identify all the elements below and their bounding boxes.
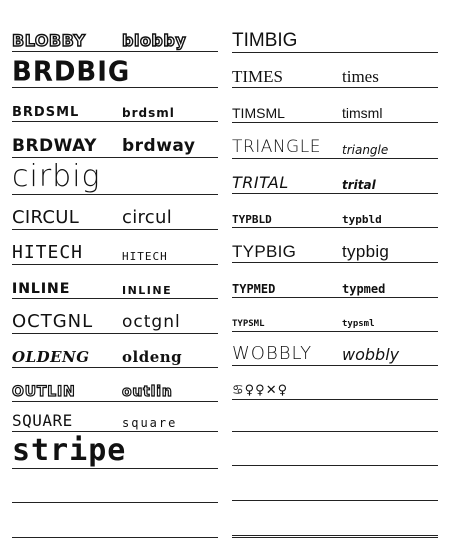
empty-row (232, 433, 438, 466)
specimen-lower: triangle (342, 143, 389, 157)
specimen-row-trital (232, 160, 438, 194)
specimen-row-oldeng (12, 335, 218, 368)
specimen-upper: TYPBIG (232, 242, 297, 261)
specimen-upper: BRDWAY (12, 136, 97, 156)
specimen-row-typbld (232, 195, 438, 228)
specimen-row-inline (12, 266, 218, 299)
specimen-upper: INLINE (12, 281, 71, 297)
specimen-row-brdsml (12, 89, 218, 122)
empty-row (232, 401, 438, 432)
specimen-upper: HITECH (12, 242, 84, 263)
specimen-lower: typbld (342, 213, 382, 226)
specimen-lower: timsml (342, 105, 383, 121)
specimen-lower: typsml (342, 319, 375, 329)
specimen-upper: TIMES (232, 67, 283, 86)
specimen-lower: times (342, 67, 379, 86)
specimen-row-brdbig (12, 53, 218, 88)
specimen-row-cirbig (12, 159, 218, 195)
specimen-row-times (232, 54, 438, 88)
specimen-upper: SQUARE (12, 411, 73, 430)
specimen-lower: brdway (122, 136, 196, 156)
specimen-lower: square (122, 416, 178, 430)
specimen-row-octgnl (12, 300, 218, 334)
specimen-row-stripe (12, 433, 218, 469)
specimen-upper: OLDENG (12, 348, 90, 366)
specimen-lower: HITECH (122, 250, 168, 263)
specimen-row-triangle (232, 124, 438, 159)
specimen-row-typbig (232, 229, 438, 263)
specimen-upper: TRIANGLE (232, 137, 321, 157)
specimen-lower: typbig (342, 242, 390, 261)
specimen-upper: TRITAL (232, 173, 289, 192)
specimen-lower: wobbly (342, 345, 400, 364)
specimen-upper: WOBBLY (232, 343, 313, 364)
specimen-lower: octgnl (122, 312, 181, 332)
specimen-upper: TYPSML (232, 319, 265, 329)
specimen-row-brdway (12, 123, 218, 158)
specimen-lower: typmed (342, 282, 386, 296)
specimen-row-square (12, 403, 218, 432)
specimen-lower: brdsml (122, 106, 175, 120)
specimen-upper: BLOBBY (12, 31, 86, 50)
specimen-upper: BRDBIG (12, 56, 131, 88)
specimen-upper: TYPMED (232, 282, 276, 296)
specimen-upper: CIRCUL (12, 207, 80, 228)
specimen-row-symbols (232, 367, 438, 400)
specimen-row-timbig (232, 18, 438, 53)
specimen-upper: TYPBLD (232, 213, 272, 226)
specimen-lower: blobby (122, 31, 187, 50)
empty-row (232, 502, 438, 536)
specimen-upper: stripe (12, 433, 127, 468)
specimen-row-blobby (12, 22, 218, 52)
specimen-upper: TIMSML (232, 105, 285, 121)
specimen-row-outlin (12, 369, 218, 402)
empty-row (12, 504, 218, 538)
specimen-upper: BRDSML (12, 105, 80, 120)
specimen-upper: ♋♀♀✕♀ (232, 383, 289, 398)
specimen-upper: TIMBIG (232, 30, 298, 51)
specimen-row-timsml (232, 89, 438, 123)
specimen-lower: circul (122, 207, 173, 228)
specimen-row-wobbly (232, 333, 438, 366)
specimen-lower: INLINE (122, 284, 173, 297)
empty-row (232, 537, 438, 538)
specimen-lower: oldeng (122, 348, 183, 366)
specimen-upper: OCTGNL (12, 311, 94, 332)
specimen-row-circul (12, 196, 218, 230)
specimen-upper: cirbig (12, 159, 101, 194)
specimen-lower: outlin (122, 384, 173, 400)
empty-row (12, 470, 218, 503)
specimen-lower: trital (342, 178, 376, 192)
specimen-row-typsml (232, 299, 438, 332)
specimen-row-hitech (12, 231, 218, 265)
specimen-row-typmed (232, 264, 438, 298)
empty-row (232, 467, 438, 501)
specimen-upper: OUTLIN (12, 384, 76, 400)
